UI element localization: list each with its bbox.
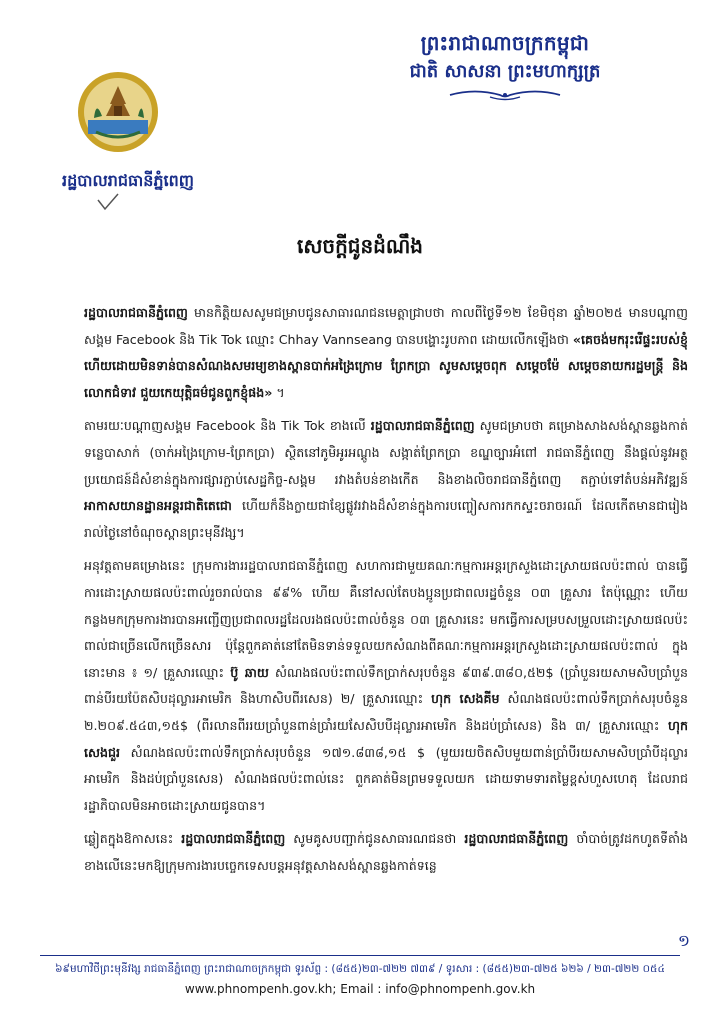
kingdom-name: ព្រះរាជាណាចក្រកម្ពុជា [420, 31, 590, 55]
city-seal-icon [76, 70, 160, 154]
office-mention: រដ្ឋបាលរាជធានីភ្នំពេញ [84, 305, 188, 320]
paragraph-1: រដ្ឋបាលរាជធានីភ្នំពេញ មានកិត្តិយសសូមជម្រាបជូនសាធារណជនមេត្តាជ្រាបថា កាលពីថ្ងៃទី១២ ខែមិថុនា ឆ្នាំ២០២៥ មានបណ្តាញសង្គម Facebook និង Tik Tok ឈ្មោះ Chhay Vannseang បានបង្ហោះរូបភាព ដោយលើកឡើងថា «គេចង់មករុះរើផ្ទះរបស់ខ្ញុំហើយដោយមិនទាន់បានសំណងសមរម្យខាងស្ពានបាក់អង្រៃក្រោម ព្រែកប្រា សូមសម្តេចពុក សម្តេចម៉ែ សម្តេចនាយករដ្ឋមន្ត្រី និងលោកជំទាវ ជួយកេយុត្តិធម៌ជូនពួកខ្ញុំផង» ។ [84, 305, 688, 400]
footer-address: ៦៩មហាវិថីព្រះមុនីវង្ស រាជធានីភ្នំពេញ ព្រះរាជាណាចក្រកម្ពុជា ទូរស័ព្ទ : (៨៥៥)២៣-៧២២ ៧៣៩ / ទូរសារ : (៨៥៥)២៣-៧២៥ ៦២៦ / ២៣-៧២២ ០៥៤ [55, 963, 665, 975]
office-mention: រដ្ឋបាលរាជធានីភ្នំពេញ [181, 831, 286, 847]
quoted-post: «គេចង់មករុះរើផ្ទះរបស់ខ្ញុំហើយដោយមិនទាន់បានសំណងសមរម្យខាងស្ពានបាក់អង្រៃក្រោម ព្រែកប្រា សូមសម្តេចពុក សម្តេចម៉ែ សម្តេចនាយករដ្ឋមន្ត្រី និងលោកជំទាវ ជួយកេយុត្តិធម៌ជូនពួកខ្ញុំផង» [84, 331, 688, 400]
office-mention: រដ្ឋបាលរាជធានីភ្នំពេញ [464, 831, 569, 847]
paragraph-4: ឆ្លៀតក្នុងឱកាសនេះ រដ្ឋបាលរាជធានីភ្នំពេញ សូមគូសបញ្ជាក់ជូនសាធារណជនថា រដ្ឋបាលរាជធានីភ្នំពេញ ចាំបាច់ត្រូវដកហូតទីតាំងខាងលើនេះមកឱ្យក្រុមការងារបច្ចេកទេសបន្តអនុវត្តសាងសង់ស្ពានឆ្លងកាត់ទន្លេ [84, 831, 688, 873]
kingdom-motto: ជាតិ សាសនា ព្រះមហាក្សត្រ [409, 61, 601, 82]
kingdom-header [360, 28, 650, 102]
ornament-divider-icon [445, 88, 565, 102]
issuing-office-name: រដ្ឋបាលរាជធានីភ្នំពេញ [61, 171, 195, 190]
paragraph-2: តាមរយៈបណ្តាញសង្គម Facebook និង Tik Tok ខាងលើ រដ្ឋបាលរាជធានីភ្នំពេញ សូមជម្រាបថា គម្រោងសាងសង់ស្ពានឆ្លងកាត់ទន្លេបាសាក់ (ចាក់អង្រៃក្រោម-ព្រែកប្រា) ស្ថិតនៅភូមិអូរអណ្តូង សង្កាត់ព្រែកប្រា ខណ្ឌច្បារអំពៅ រាជធានីភ្នំពេញ នឹងផ្តល់នូវអត្ថប្រយោជន៍ដ៏សំខាន់ក្នុងការផ្សារភ្ជាប់សេដ្ឋកិច្ច-សង្គម រវាងតំបន់ខាងកើត និងខាងលិចរាជធានីភ្នំពេញ តភ្ជាប់ទៅតំបន់អភិវឌ្ឍន៍អាកាសយានដ្ឋានអន្តរជាតិតេជោ ហើយក៏នឹងក្លាយជាខ្សែផ្លូវរវាងដ៏សំខាន់ក្នុងការបញ្ចៀសការកកស្ទះចរាចរណ៍ ដែលកើតមានជារៀងរាល់ថ្ងៃនៅចំណុចស្ពានព្រះមុនីវង្ស។ [84, 418, 688, 540]
document-body [84, 300, 688, 886]
checkmark-icon [96, 192, 120, 212]
office-mention: រដ្ឋបាលរាជធានីភ្នំពេញ [370, 418, 475, 434]
paragraph-3: អនុវត្តតាមគម្រោងនេះ ក្រុមការងាររដ្ឋបាលរាជធានីភ្នំពេញ សហការជាមួយគណៈកម្មការអន្តរក្រសួងដោះស្រាយផលប៉ះពាល់ បានធ្វើការដោះស្រាយផលប៉ះពាល់រួចរាល់បាន ៩៩% ហើយ គឺនៅសល់តែបងប្អូនប្រជាពលរដ្ឋចំនួន ០៣ គ្រួសារ តែប៉ុណ្ណោះ ហើយកន្លងមកក្រុមការងារបានអញ្ជើញប្រជាពលរដ្ឋដែលរងផលប៉ះពាល់ចំនួន ០៣ គ្រួសារនេះ មកធ្វើការសម្របសម្រួលដោះស្រាយផលប៉ះពាល់ជាច្រើនលើកច្រើនសារ ប៉ុន្តែពួកគាត់នៅតែមិនទាន់ទទួលយកសំណងពីគណៈកម្មការអន្តរក្រសួងដោះស្រាយផលប៉ះពាល់ ក្នុងនោះមាន ៖ ១/ គ្រួសារឈ្មោះ ប៊ូ ឆាយ សំណងផលប៉ះពាល់ទឹកប្រាក់សរុបចំនួន ៩៣៩.៣៨០,៥២$ (ប្រាំបួនរយសាមសិបប្រាំបួនពាន់បីរយប៉ែតសិបដុល្លារអាមេរិក និងហាសិបពីរសេន) ២/ គ្រួសារឈ្មោះ ហុក សេងគីម សំណងផលប៉ះពាល់ទឹកប្រាក់សរុបចំនួន ២.២០៩.៥៤៣,១៥$ (ពីរលានពីររយប្រាំបួនពាន់ប្រាំរយសែសិបបីដុល្លារអាមេរិក និងដប់ប្រាំសេន) និង ៣/ គ្រួសារឈ្មោះ ហុក សេងជួរ សំណងផលប៉ះពាល់ទឹកប្រាក់សរុបចំនួន ១៧១.៨៣៨,១៥ $ (មួយរយចិតសិបមួយពាន់ប្រាំបីរយសាមសិបប្រាំបីដុល្លារអាមេរិក និងដប់ប្រាំបួនសេន) សំណងផលប៉ះពាល់នេះ ពួកគាត់មិនព្រមទទួលយក ដោយទាមទារតម្លៃខ្ពស់ហួសហេតុ ដែលរាជរដ្ឋាភិបាលមិនអាចដោះស្រាយជូនបាន។ [84, 558, 689, 813]
page-number: ១ [677, 931, 690, 950]
footer-contact-links[interactable]: www.phnompenh.gov.kh; Email : info@phnompenh.gov.kh [184, 982, 536, 996]
footer-divider [40, 955, 680, 956]
document-title: សេចក្តីជូនដំណឹង [297, 234, 423, 258]
family-name-2: ហុក សេងគីម [431, 691, 500, 707]
family-name-1: ប៊ូ ឆាយ [230, 664, 269, 680]
airport-name: អាកាសយានដ្ឋានអន្តរជាតិតេជោ [84, 498, 232, 514]
family-name-3: ហុក សេងជួរ [84, 717, 688, 760]
